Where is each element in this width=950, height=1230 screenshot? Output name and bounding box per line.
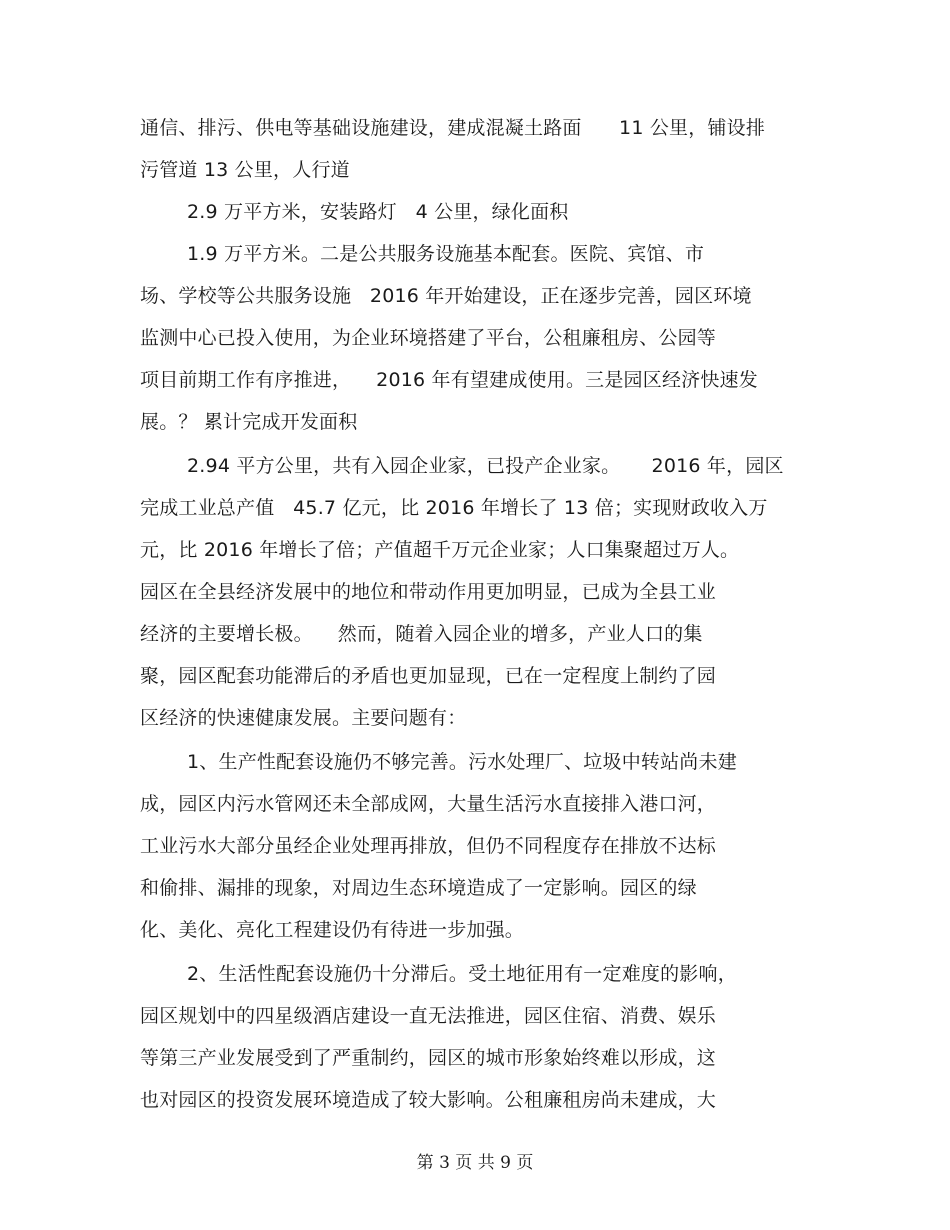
page-number-footer: 第 3 页 共 9 页 bbox=[416, 1153, 534, 1173]
text-line: 工业污水大部分虽经企业处理再排放，但仍不同程度存在排放不达标 bbox=[140, 835, 717, 857]
text-line: 2.9 万平方米，安装路灯 4 公里，绿化面积 bbox=[187, 201, 569, 223]
text-line: 1.9 万平方米。二是公共服务设施基本配套。医院、宾馆、市 bbox=[187, 243, 705, 265]
text-line: 化、美化、亮化工程建设仍有待进一步加强。 bbox=[140, 919, 525, 941]
text-line: 经济的主要增长极。 然而，随着入园企业的增多，产业人口的集 bbox=[140, 623, 703, 645]
text-line: 污管道 13 公里，人行道 bbox=[140, 159, 350, 181]
text-line: 园区在全县经济发展中的地位和带动作用更加明显，已成为全县工业 bbox=[140, 581, 717, 603]
text-line: 展。？ 累计完成开发面积 bbox=[140, 411, 358, 433]
text-line: 等第三产业发展受到了严重制约，园区的城市形象始终难以形成，这 bbox=[140, 1047, 717, 1069]
text-line: 项目前期工作有序推进， 2016 年有望建成使用。三是园区经济快速发 bbox=[140, 369, 758, 391]
text-line: 元，比 2016 年增长了倍；产值超千万元企业家；人口集聚超过万人。 bbox=[140, 539, 740, 561]
text-line: 和偷排、漏排的现象，对周边生态环境造成了一定影响。园区的绿 bbox=[140, 877, 697, 899]
text-line: 园区规划中的四星级酒店建设一直无法推进，园区住宿、消费、娱乐 bbox=[140, 1005, 717, 1027]
text-line: 监测中心已投入使用，为企业环境搭建了平台，公租廉租房、公园等 bbox=[140, 327, 717, 349]
text-line: 区经济的快速健康发展。主要问题有： bbox=[140, 707, 467, 729]
text-line: 通信、排污、供电等基础设施建设，建成混凝土路面 11 公里，铺设排 bbox=[140, 117, 766, 139]
text-line: 1、生产性配套设施仍不够完善。污水处理厂、垃圾中转站尚未建 bbox=[187, 751, 737, 773]
text-line: 聚，园区配套功能滞后的矛盾也更加显现，已在一定程度上制约了园 bbox=[140, 665, 717, 687]
text-line: 也对园区的投资发展环境造成了较大影响。公租廉租房尚未建成，大 bbox=[140, 1089, 717, 1111]
text-line: 完成工业总产值 45.7 亿元，比 2016 年增长了 13 倍；实现财政收入万 bbox=[140, 497, 768, 519]
text-line: 2、生活性配套设施仍十分滞后。受土地征用有一定难度的影响， bbox=[187, 963, 737, 985]
text-line: 成，园区内污水管网还未全部成网，大量生活污水直接排入港口河， bbox=[140, 793, 717, 815]
text-line: 2.94 平方公里，共有入园企业家，已投产企业家。 2016 年，园区 bbox=[187, 455, 784, 477]
text-line: 场、学校等公共服务设施 2016 年开始建设，正在逐步完善，园区环境 bbox=[140, 285, 752, 307]
